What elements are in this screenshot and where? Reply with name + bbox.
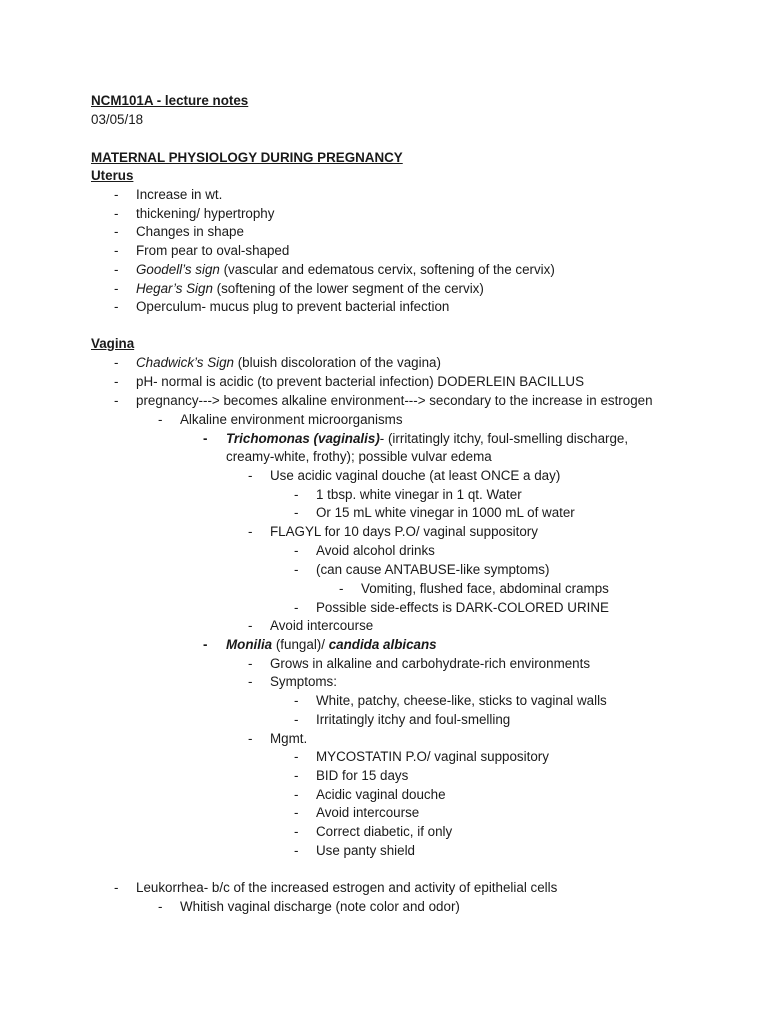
bullet-dash: - <box>114 224 119 239</box>
flagyl-sub-item: (can cause ANTABUSE-like symptoms) <box>316 562 550 577</box>
bullet-dash: - <box>294 824 299 839</box>
bullet-dash: - <box>203 637 208 652</box>
symptom-item: White, patchy, cheese-like, sticks to vaginal walls <box>316 693 607 708</box>
bullet-dash: - <box>294 693 299 708</box>
uterus-item: From pear to oval-shaped <box>136 243 290 258</box>
avoid-intercourse-item: Avoid intercourse <box>270 618 374 633</box>
douche-sub-item: Or 15 mL white vinegar in 1000 mL of water <box>316 505 575 520</box>
bullet-dash: - <box>294 749 299 764</box>
bullet-dash: - <box>294 505 299 520</box>
monilia-line <box>226 636 437 654</box>
goodell-sign-desc: (vascular and edematous cervix, softening of the cervix) <box>219 262 555 277</box>
bullet-dash: - <box>248 656 253 671</box>
bullet-dash: - <box>294 543 299 558</box>
douche-item: Use acidic vaginal douche (at least ONCE a day) <box>270 468 561 483</box>
mgmt-item: BID for 15 days <box>316 768 409 783</box>
bullet-dash: - <box>294 600 299 615</box>
ph-item: pH- normal is acidic (to prevent bacterial infection) DODERLEIN BACILLUS <box>136 374 585 389</box>
bullet-dash: - <box>294 843 299 858</box>
mgmt-item: Acidic vaginal douche <box>316 787 446 802</box>
bullet-dash: - <box>114 281 119 296</box>
bullet-dash: - <box>294 712 299 727</box>
hegar-sign-line <box>136 280 484 298</box>
bullet-dash: - <box>248 674 253 689</box>
monilia-name: Monilia <box>226 637 273 652</box>
bullet-dash: - <box>248 524 253 539</box>
bullet-dash: - <box>114 374 119 389</box>
bullet-dash: - <box>114 206 119 221</box>
candida-name: candida albicans <box>328 637 437 652</box>
uterus-item: thickening/ hypertrophy <box>136 206 275 221</box>
chadwick-sign-name: Chadwick’s Sign <box>136 355 234 370</box>
douche-sub-item: 1 tbsp. white vinegar in 1 qt. Water <box>316 487 522 502</box>
bullet-dash: - <box>114 243 119 258</box>
trichomonas-desc: - (irritatingly itchy, foul-smelling discharge, <box>379 431 629 446</box>
mgmt-item: MYCOSTATIN P.O/ vaginal suppository <box>316 749 549 764</box>
hegar-sign-name: Hegar’s Sign <box>136 281 213 296</box>
leukorrhea-item: Leukorrhea- b/c of the increased estrogen and activity of epithelial cells <box>136 880 558 895</box>
bullet-dash: - <box>294 562 299 577</box>
leukorrhea-sub-item: Whitish vaginal discharge (note color and odor) <box>180 899 460 914</box>
bullet-dash: - <box>114 299 119 314</box>
mgmt-item: Avoid intercourse <box>316 805 420 820</box>
bullet-dash: - <box>248 731 253 746</box>
trichomonas-line <box>226 430 628 448</box>
symptom-item: Irritatingly itchy and foul-smelling <box>316 712 511 727</box>
flagyl-sub-sub-item: Vomiting, flushed face, abdominal cramps <box>361 581 609 596</box>
uterus-item: Changes in shape <box>136 224 244 239</box>
bullet-dash: - <box>248 618 253 633</box>
alkaline-item: Alkaline environment microorganisms <box>180 412 403 427</box>
section-heading-vagina: Vagina <box>91 336 135 351</box>
mgmt-item: Use panty shield <box>316 843 415 858</box>
bullet-dash: - <box>294 487 299 502</box>
monilia-item: Symptoms: <box>270 674 337 689</box>
flagyl-item: FLAGYL for 10 days P.O/ vaginal suppository <box>270 524 538 539</box>
goodell-sign-name: Goodell’s sign <box>136 262 220 277</box>
monilia-item: Grows in alkaline and carbohydrate-rich environments <box>270 656 591 671</box>
chadwick-sign-line <box>136 354 441 372</box>
bullet-dash: - <box>158 899 163 914</box>
bullet-dash: - <box>339 581 344 596</box>
pregnancy-item: pregnancy---> becomes alkaline environment---> secondary to the increase in estrogen <box>136 393 653 408</box>
bullet-dash: - <box>294 768 299 783</box>
bullet-dash: - <box>294 805 299 820</box>
bullet-dash: - <box>294 787 299 802</box>
bullet-dash: - <box>158 412 163 427</box>
flagyl-sub-item: Possible side-effects is DARK-COLORED URINE <box>316 600 609 615</box>
document-date: 03/05/18 <box>91 112 144 127</box>
bullet-dash: - <box>114 393 119 408</box>
trichomonas-desc-cont: creamy-white, frothy); possible vulvar edema <box>226 449 492 464</box>
main-heading: MATERNAL PHYSIOLOGY DURING PREGNANCY <box>91 150 403 165</box>
bullet-dash: - <box>114 355 119 370</box>
section-heading-uterus: Uterus <box>91 168 134 183</box>
bullet-dash: - <box>114 187 119 202</box>
operculum-item: Operculum- mucus plug to prevent bacterial infection <box>136 299 450 314</box>
uterus-item: Increase in wt. <box>136 187 223 202</box>
bullet-dash: - <box>114 880 119 895</box>
goodell-sign-line <box>136 261 555 279</box>
monilia-mid: (fungal)/ <box>272 637 329 652</box>
monilia-item: Mgmt. <box>270 731 308 746</box>
bullet-dash: - <box>203 431 208 446</box>
bullet-dash: - <box>248 468 253 483</box>
flagyl-sub-item: Avoid alcohol drinks <box>316 543 435 558</box>
chadwick-sign-desc: (bluish discoloration of the vagina) <box>234 355 441 370</box>
hegar-sign-desc: (softening of the lower segment of the cervix) <box>212 281 484 296</box>
document-title: NCM101A - lecture notes <box>91 93 249 108</box>
trichomonas-name: Trichomonas (vaginalis) <box>226 431 380 446</box>
mgmt-item: Correct diabetic, if only <box>316 824 453 839</box>
bullet-dash: - <box>114 262 119 277</box>
